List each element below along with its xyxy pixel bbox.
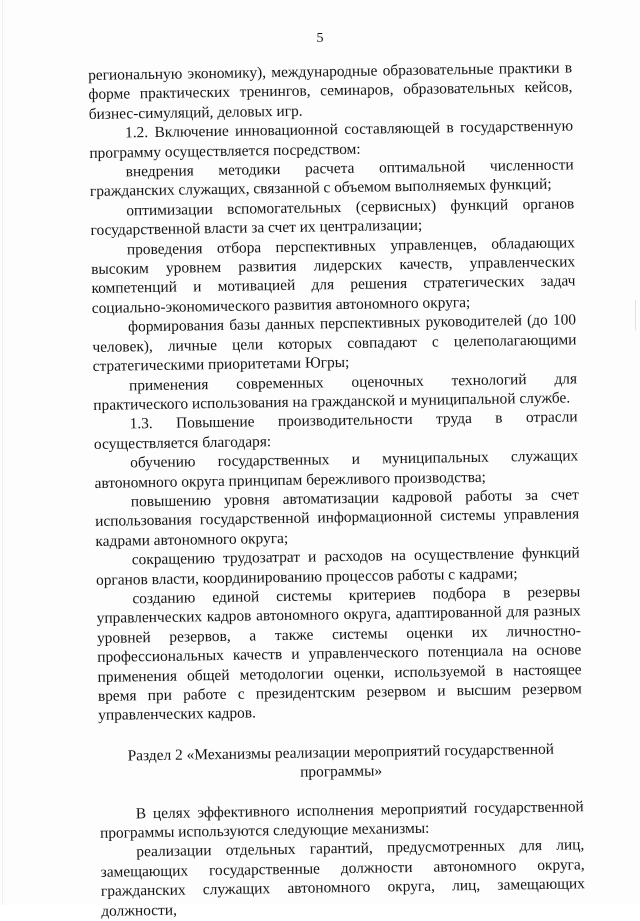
paragraph-section-1-2: 1.2. Включение инновационной составляющей в государственную программу осуществляется посредством: [89,117,574,162]
paragraph-mechanisms-intro: В целях эффективного исполнения мероприятий государственной программы используются следующие механизмы: [99,797,584,842]
page-number: 5 [316,31,324,46]
list-item-automation: повышению уровня автоматизации кадровой работы за счет использования государственной информационной системы управления кадрами автономного округа; [95,486,580,550]
scan-edge-mark [635,300,636,330]
paragraph-section-1-3: 1.3. Повышение производительности труда в отрасли осуществляется благодаря: [93,408,578,453]
list-item-database: формирования базы данных перспективных руководителей (до 100 человек), личные цели которых совпадают с целеполагающими стратегическими приоритетами Югры; [92,311,577,376]
list-item-criteria: созданию единой системы критериев подбора в резервы управленческих кадров автономного округа, адаптированной для разных уровней резервов, а также системы оценки их личностно-профессиональных качеств и управленческого потенциала на основе применения общей методологии оценки, используемой в настоящее время при работе с президентским резервом и высшим резервом управленческих кадров. [96,583,582,725]
list-item-training: обучению государственных и муниципальных служащих автономного округа принципам бережливого производства; [94,447,579,492]
list-item-cost-reduction: сокращению трудозатрат и расходов на осуществление функций органов власти, координированию процессов работы с кадрами; [95,544,580,589]
list-item-guarantees: реализации отдельных гарантий, предусмотренных для лиц, замещающих государственные должности автономного округа, гражданских служащих автономного округа, лиц, замещающих должности, [100,836,586,920]
list-item-methodology: внедрения методики расчета оптимальной численности гражданских служащих, связанной с объемом выполняемых функций; [89,156,574,201]
document-body [88,58,585,921]
section-heading: Раздел 2 «Механизмы реализации мероприятий государственной программы» [127,740,555,781]
list-item-optimization: оптимизации вспомогательных (сервисных) функций органов государственной власти за счет их централизации; [90,195,575,240]
list-item-selection: проведения отбора перспективных управленцев, обладающих высоким уровнем развития лидерских качеств, управленческих компетенций и мотивацией для решения стратегических задач социально-экономического развития автономного округа; [91,234,576,317]
list-item-assessment: применения современных оценочных технологий для практического использования на гражданской и муниципальной службе. [93,369,578,414]
paragraph-continuation: региональную экономику), международные образовательные практики в форме практических тренингов, семинаров, образовательных кейсов, бизнес-симуляций, деловых игр. [88,59,573,123]
scan-edge-line [2,0,3,905]
